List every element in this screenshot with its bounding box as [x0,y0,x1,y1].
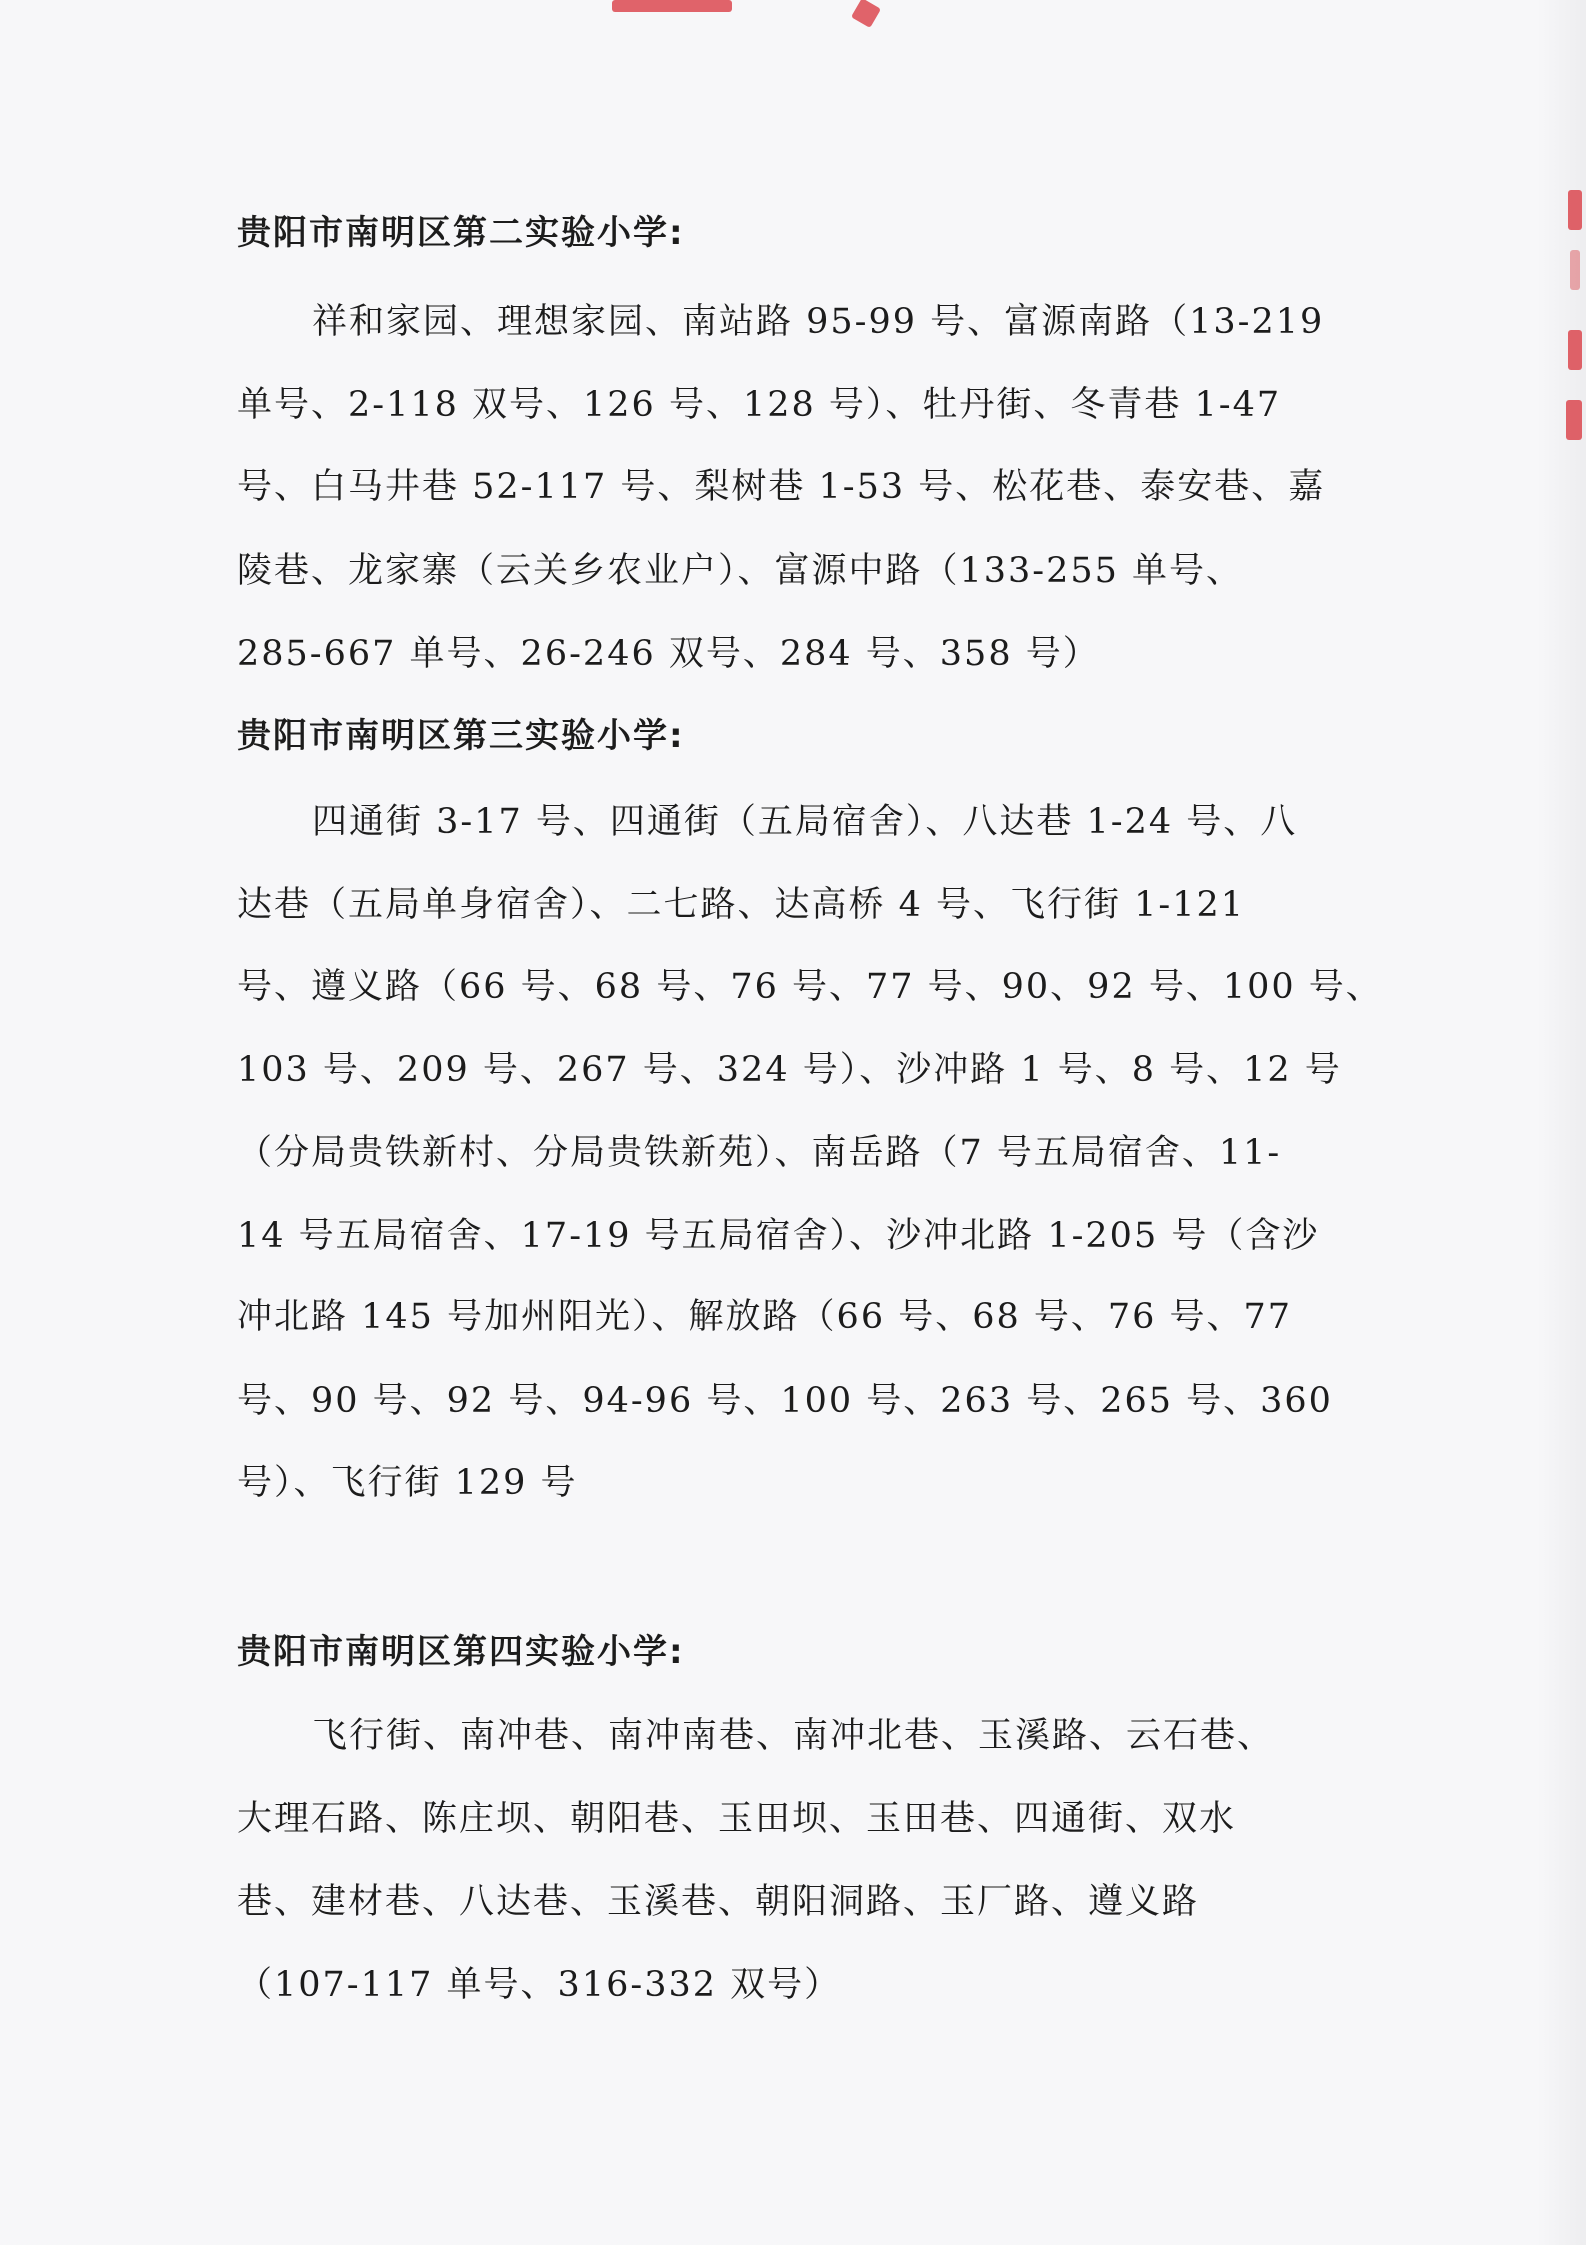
section-heading: 贵阳市南明区第四实验小学: [237,1632,685,1672]
section-heading: 贵阳市南明区第二实验小学: [237,213,685,253]
text-line: 号、90 号、92 号、94-96 号、100 号、263 号、265 号、360 [237,1381,1333,1421]
text-line: 单号、2-118 双号、126 号、128 号）、牡丹街、冬青巷 1-47 [237,385,1282,425]
text-line: 祥和家园、理想家园、南站路 95-99 号、富源南路（13-219 [312,302,1325,342]
text-line: 冲北路 145 号加州阳光）、解放路（66 号、68 号、76 号、77 [237,1297,1293,1337]
text-line: 大理石路、陈庄坝、朝阳巷、玉田坝、玉田巷、四通街、双水 [237,1799,1237,1839]
text-line: 号）、飞行街 129 号 [237,1463,578,1503]
section-heading: 贵阳市南明区第三实验小学: [237,716,685,756]
text-line: 号、遵义路（66 号、68 号、76 号、77 号、90、92 号、100 号、 [237,967,1383,1007]
text-line: （107-117 单号、316-332 双号） [237,1965,842,2005]
text-line: 四通街 3-17 号、四通街（五局宿舍）、八达巷 1-24 号、八 [312,802,1298,842]
text-line: 14 号五局宿舍、17-19 号五局宿舍）、沙冲北路 1-205 号（含沙 [237,1216,1320,1256]
text-line: （分局贵铁新村、分局贵铁新苑）、南岳路（7 号五局宿舍、11- [237,1133,1282,1173]
text-line: 陵巷、龙家寨（云关乡农业户）、富源中路（133-255 单号、 [237,551,1244,591]
text-line: 达巷（五局单身宿舍）、二七路、达高桥 4 号、飞行街 1-121 [237,885,1246,925]
text-line: 巷、建材巷、八达巷、玉溪巷、朝阳洞路、玉厂路、遵义路 [237,1882,1200,1922]
text-line: 飞行街、南冲巷、南冲南巷、南冲北巷、玉溪路、云石巷、 [312,1716,1275,1756]
text-line: 103 号、209 号、267 号、324 号）、沙冲路 1 号、8 号、12 号 [237,1050,1342,1090]
text-line: 285-667 单号、26-246 双号、284 号、358 号） [237,634,1100,674]
text-line: 号、白马井巷 52-117 号、梨树巷 1-53 号、松花巷、泰安巷、嘉 [237,467,1326,507]
